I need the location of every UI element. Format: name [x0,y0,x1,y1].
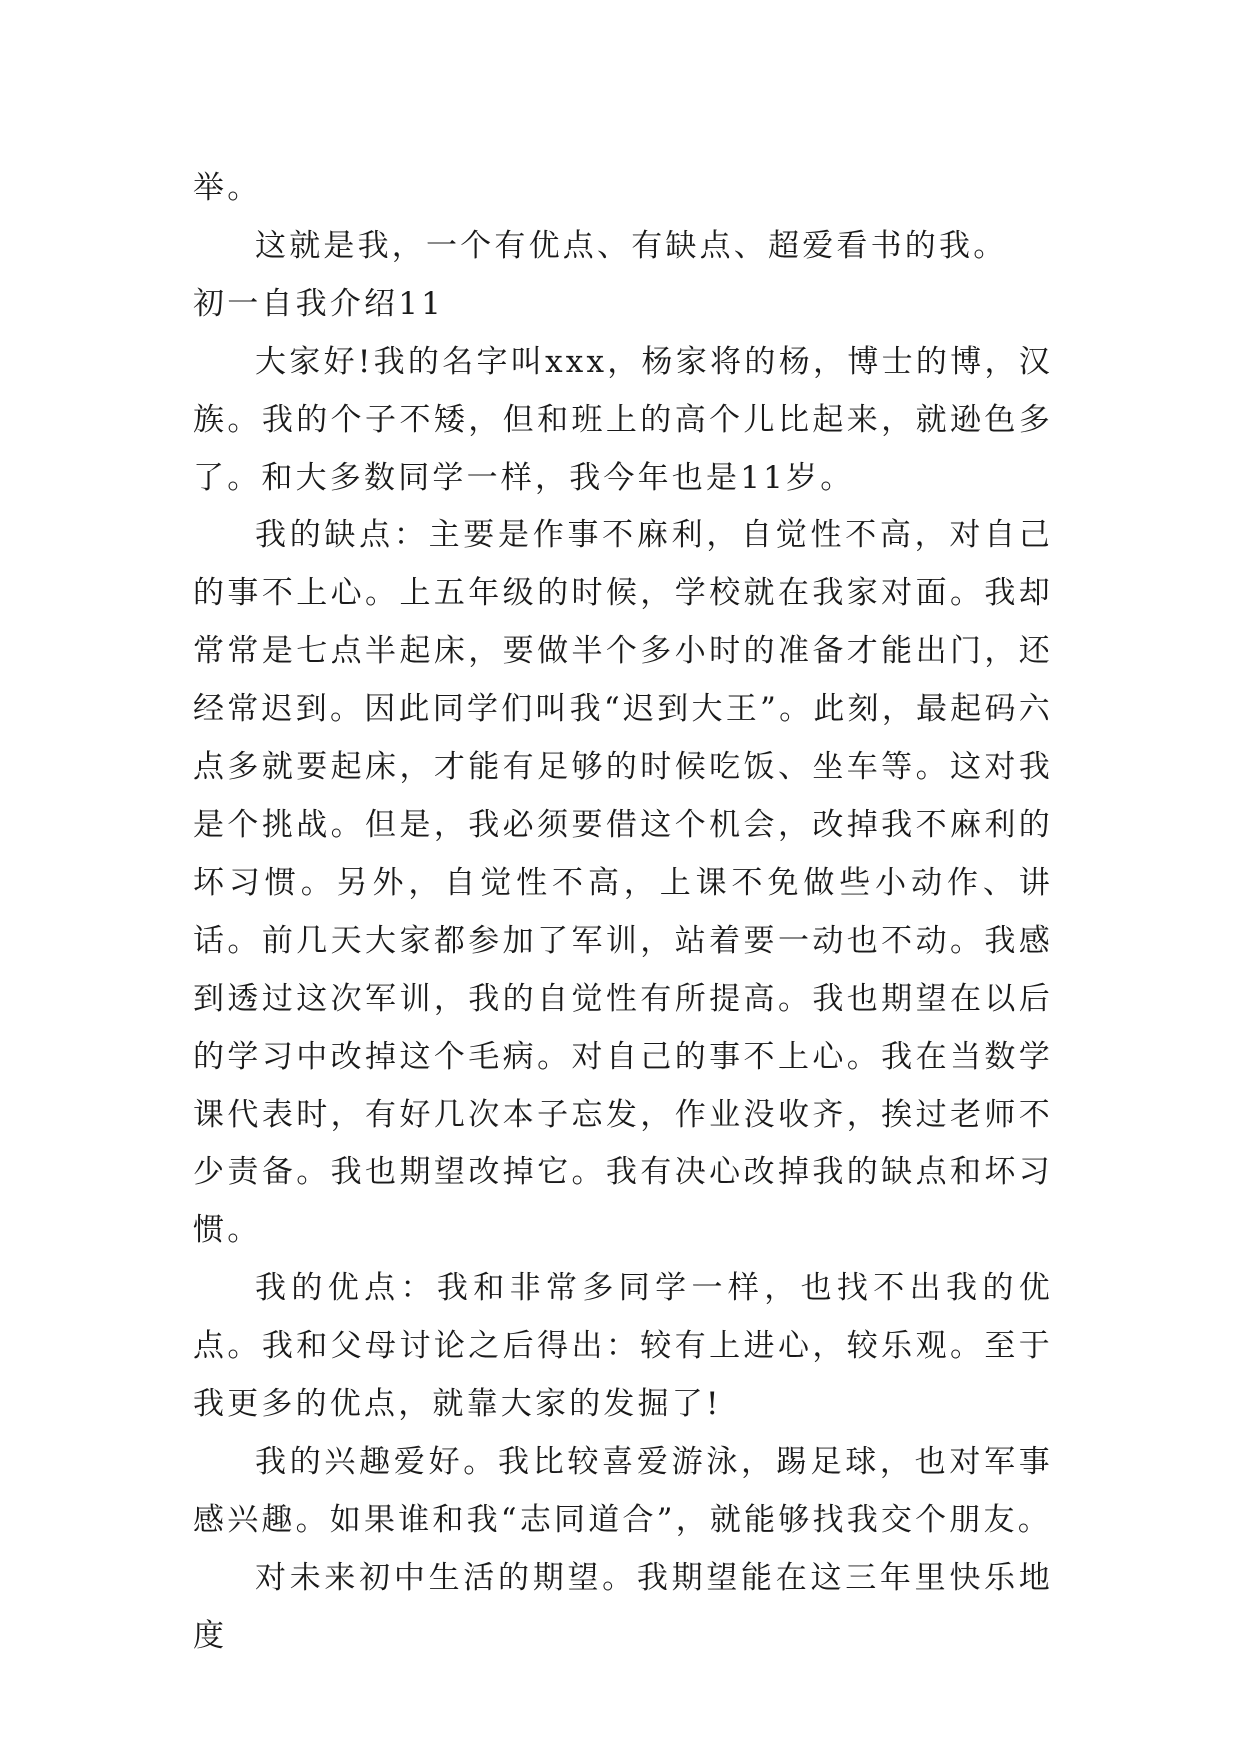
continued-paragraph: 举。 [193,170,262,206]
closing-paragraph: 这就是我，一个有优点、有缺点、超爱看书的我。 [255,227,1008,264]
intro-paragraph: 大家好!我的名字叫xxx，杨家将的杨，博士的博，汉族。我的个子不矮，但和班上的高个儿比起来，就逊色多了。和大多数同学一样，我今年也是11岁。 [193,343,1053,496]
document-body [193,160,1053,1666]
expectations-paragraph: 对未来初中生活的期望。我期望能在这三年里快乐地度 [193,1559,1053,1654]
hobbies-paragraph: 我的兴趣爱好。我比较喜爱游泳，踢足球，也对军事感兴趣。如果谁和我“志同道合”，就能够找我交个朋友。 [193,1443,1053,1538]
shortcomings-paragraph: 我的缺点：主要是作事不麻利，自觉性不高，对自己的事不上心。上五年级的时候，学校就在我家对面。我却常常是七点半起床，要做半个多小时的准备才能出门，还经常迟到。因此同学们叫我“迟到大王”。此刻，最起码六点多就要起床，才能有足够的时候吃饭、坐车等。这对我是个挑战。但是，我必须要借这个机会，改掉我不麻利的坏习惯。另外，自觉性不高，上课不免做些小动作、讲话。前几天大家都参加了军训，站着要一动也不动。我感到透过这次军训，我的自觉性有所提高。我也期望在以后的学习中改掉这个毛病。对自己的事不上心。我在当数学课代表时，有好几次本子忘发，作业没收齐，挨过老师不少责备。我也期望改掉它。我有决心改掉我的缺点和坏习惯。 [193,517,1053,1249]
section-heading: 初一自我介绍11 [193,285,445,322]
strengths-paragraph: 我的优点：我和非常多同学一样，也找不出我的优点。我和父母讨论之后得出：较有上进心，较乐观。至于我更多的优点，就靠大家的发掘了! [193,1270,1053,1423]
